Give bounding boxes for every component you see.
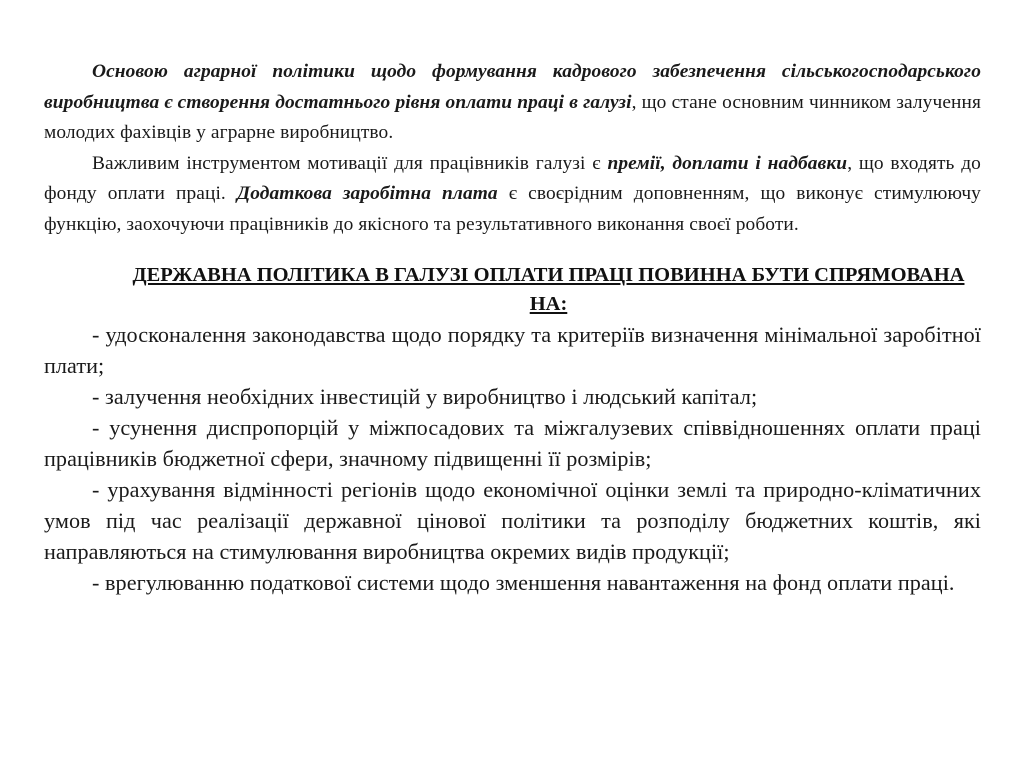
intro-block	[44, 57, 981, 240]
policy-section	[44, 261, 981, 598]
intro-paragraph-2-text-b: , що входять до фонду оплати праці.	[44, 152, 981, 204]
section-heading: ДЕРЖАВНА ПОЛІТИКА В ГАЛУЗІ ОПЛАТИ ПРАЦІ ПОВИННА БУТИ СПРЯМОВАНА НА:	[132, 264, 965, 315]
list-item: - усунення диспропорцій у міжпосадових та міжгалузевих співвідношеннях оплати праці працівників бюджетної сфери, значному підвищенні її розмірів;	[44, 415, 981, 471]
list-item: - удосконалення законодавства щодо порядку та критеріїв визначення мінімальної заробітної плати;	[44, 322, 981, 378]
intro-paragraph-1-emphasis: Основою аграрної політики щодо формування кадрового забезпечення сільськогосподарського виробництва є створення достатнього рівня оплати праці в галузі	[44, 61, 981, 113]
intro-paragraph-2-emphasis-a: премії, доплати і надбавки	[607, 152, 848, 174]
intro-paragraph-1	[44, 57, 981, 149]
intro-paragraph-2-emphasis-b: Додаткова заробітна плата	[236, 183, 498, 204]
intro-paragraph-2-text-a: Важливим інструментом мотивації для працівників галузі є	[92, 152, 608, 174]
intro-paragraph-1-text: , що стане основним чинником залучення молодих фахівців у аграрне виробництво.	[44, 91, 981, 143]
intro-paragraph-2	[44, 149, 981, 241]
policy-list	[44, 319, 981, 598]
list-item: - залучення необхідних інвестицій у виробництво і людський капітал;	[92, 384, 758, 409]
intro-paragraph-2-text-c: є своєрідним доповненням, що виконує стимулюючу функцію, заохочуючи працівників до якісного та результативного виконання своєї роботи.	[44, 183, 981, 235]
document-page	[44, 57, 981, 598]
list-item: - урахування відмінності регіонів щодо економічної оцінки землі та природно-кліматичних умов під час реалізації державної цінової політики та розподілу бюджетних коштів, які направляються на стимулювання виробництва окремих видів продукції;	[44, 477, 981, 564]
list-item: - врегулюванню податкової системи щодо зменшення навантаження на фонд оплати праці.	[92, 570, 955, 595]
